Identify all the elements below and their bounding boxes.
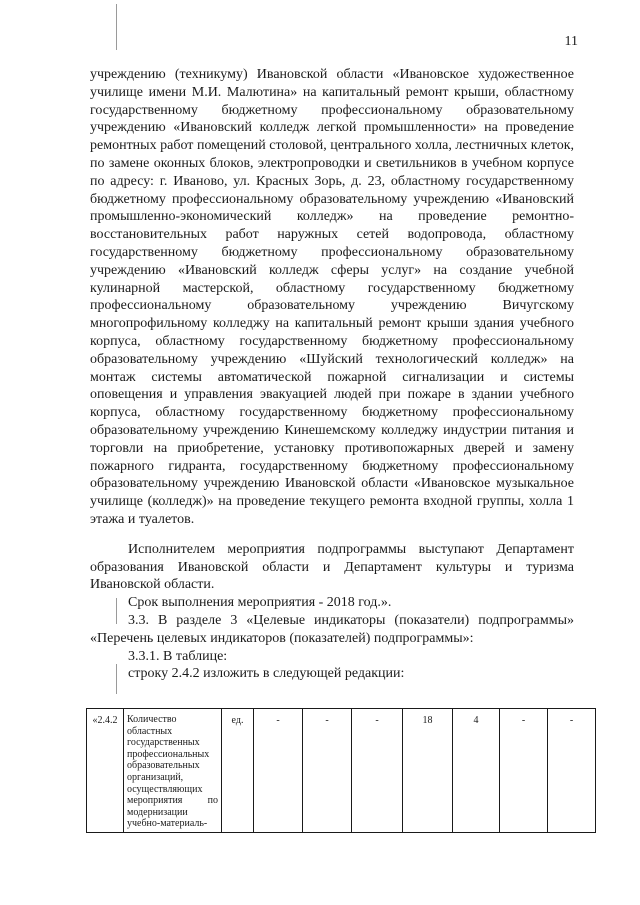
- scan-margin-mark-top: [116, 4, 117, 50]
- row-number-cell: «2.4.2: [87, 709, 124, 833]
- paragraph-row-edit: строку 2.4.2 изложить в следующей редакции:: [128, 666, 405, 682]
- value-cell: -: [303, 709, 352, 833]
- unit-cell: ед.: [222, 709, 254, 833]
- value-cell: 18: [403, 709, 453, 833]
- value-cell: -: [500, 709, 548, 833]
- body-text: [90, 66, 574, 683]
- paragraph-deadline: Срок выполнения мероприятия - 2018 год.».: [128, 595, 392, 611]
- table-row: [87, 709, 596, 833]
- paragraph-institutions-list: учреждению (техникуму) Ивановской области «Ивановское художественное училище имени М.И. Малютина» на капитальный ремонт крыши, областному государственному бюджетному профессиональному образовательному учреждению «Ивановский колледж легкой промышленности» на проведение ремонтных работ помещений столовой, центрального холла, лестничных клеток, по замене оконных блоков, электропроводки и светильников в учебном корпусе по адресу: г. Иваново, ул. Красных Зорь, д. 23, областному государственному бюджетному профессиональному образовательному учреждению «Ивановский промышленно-экономический колледж» на проведение ремонтно-восстановительных работ наружных сетей водопровода, областному государственному бюджетному профессиональному образовательному учреждению «Ивановский колледж сферы услуг» на создание учебной кулинарной мастерской, областному государственному бюджетному профессиональному образовательному учреждению Вичугскому многопрофильному колледжу на капитальный ремонт крыши здания учебного корпуса, областному государственному бюджетному профессиональному образовательному учреждению «Шуйский технологический колледж» на монтаж системы автоматической пожарной сигнализации и системы оповещения и управления эвакуацией людей при пожаре в здании учебного корпуса, областному государственному бюджетному профессиональному образовательному учреждению Кинешемскому колледжу индустрии питания и торговли на приобретение, установку противопожарных дверей и замену пожарного гидранта, государственному бюджетному профессиональному образовательному учреждению Ивановской области «Ивановское музыкальное училище (колледж)» на проведение текущего ремонта входной группы, холла 1 этажа и туалетов.: [90, 67, 574, 527]
- paragraph-section-3-3: 3.3. В разделе 3 «Целевые индикаторы (показатели) подпрограммы» «Перечень целевых индикаторов (показателей) подпрограммы»:: [90, 612, 574, 646]
- indicator-description-cell: Количество областных государственных профессиональных образовательных организаций, осуществляющих мероприятия по модернизации учебно-материаль-: [124, 709, 222, 833]
- page-number: 11: [564, 34, 578, 49]
- value-cell: -: [254, 709, 303, 833]
- value-cell: 4: [453, 709, 500, 833]
- value-cell: -: [548, 709, 596, 833]
- paragraph-3-3-1: 3.3.1. В таблице:: [128, 648, 228, 664]
- value-cell: -: [352, 709, 403, 833]
- paragraph-executors: Исполнителем мероприятия подпрограммы выступают Департамент образования Ивановской области и Департамент культуры и туризма Ивановской области.: [90, 541, 574, 593]
- indicator-table: [86, 708, 596, 833]
